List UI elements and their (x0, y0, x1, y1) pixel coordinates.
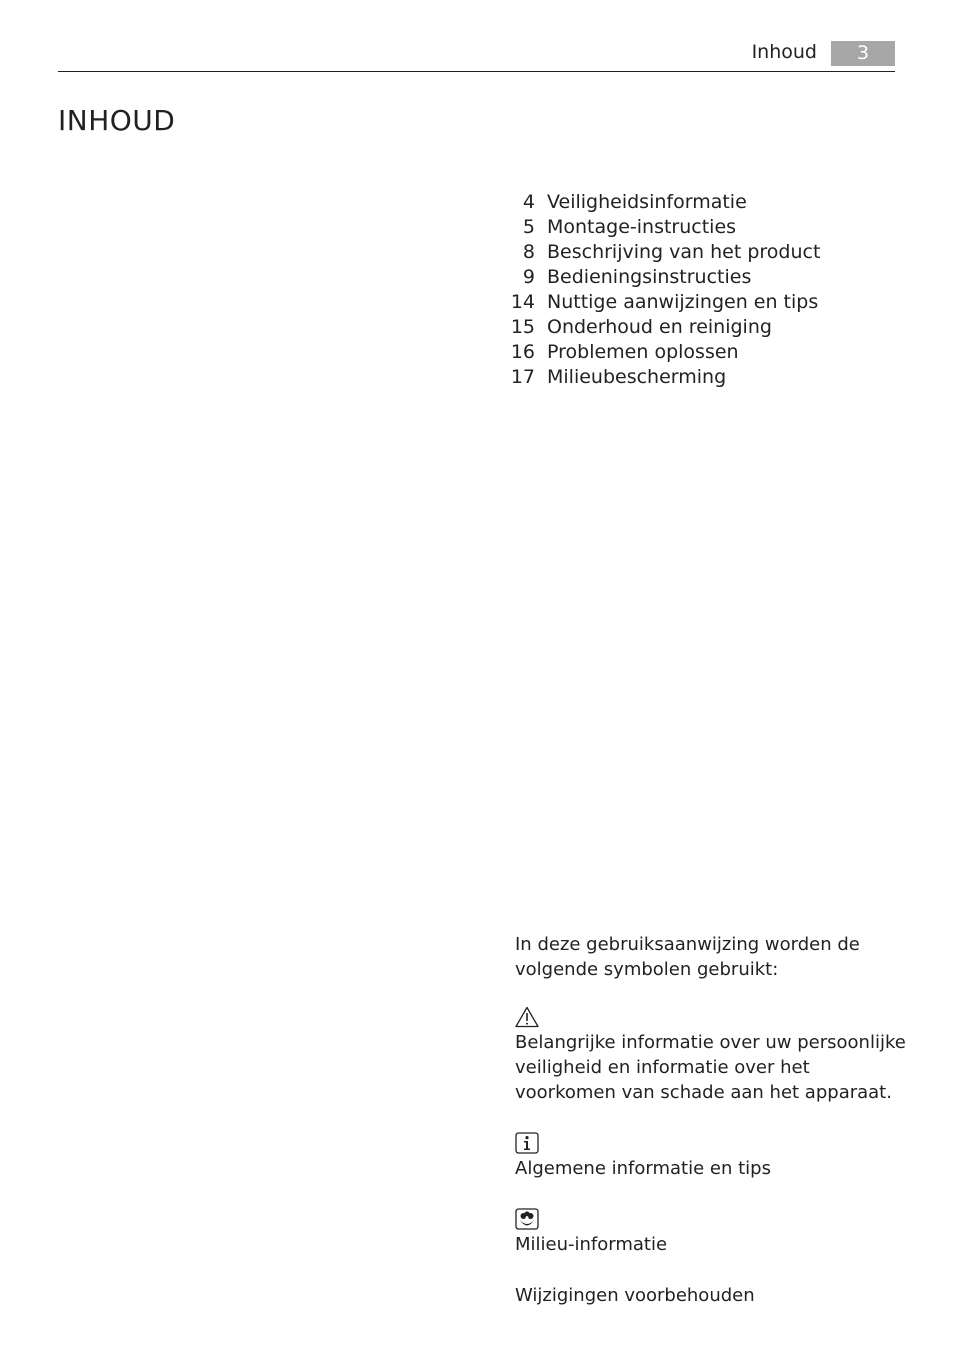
toc-title: Onderhoud en reiniging (547, 316, 772, 338)
toc-page-number: 16 (510, 341, 535, 363)
toc-item[interactable] (505, 365, 925, 390)
toc-title: Beschrijving van het product (547, 241, 821, 263)
toc-page-number: 15 (510, 316, 535, 338)
info-description: Algemene informatie en tips (515, 1158, 771, 1179)
toc-page-number: 9 (522, 266, 535, 288)
toc-page-number: 17 (510, 366, 535, 388)
page-number-badge: 3 (831, 41, 895, 66)
symbols-intro: In deze gebruiksaanwijzing worden de volgende symbolen gebruikt: (515, 934, 860, 980)
toc-title: Veiligheidsinformatie (547, 191, 747, 213)
symbols-legend (515, 932, 915, 1306)
toc-item[interactable] (505, 340, 925, 365)
info-symbol-block (515, 1132, 915, 1181)
toc-title: Bedieningsinstructies (547, 266, 752, 288)
header-section-label: Inhoud (751, 41, 817, 63)
toc-item[interactable] (505, 240, 925, 265)
toc-title: Nuttige aanwijzingen en tips (547, 291, 819, 313)
toc-title: Milieubescherming (547, 366, 727, 388)
warning-description: Belangrijke informatie over uw persoonlijke veiligheid en informatie over het voorkomen van schade aan het apparaat. (515, 1032, 906, 1103)
toc-title: Montage-instructies (547, 216, 737, 238)
toc-item[interactable] (505, 315, 925, 340)
toc-item[interactable] (505, 215, 925, 240)
page-header (0, 0, 954, 72)
toc-title: Problemen oplossen (547, 341, 739, 363)
toc-item[interactable] (505, 190, 925, 215)
toc-item[interactable] (505, 265, 925, 290)
toc-page-number: 14 (510, 291, 535, 313)
toc-page-number: 5 (522, 216, 535, 238)
page-title: INHOUD (58, 104, 176, 137)
toc-page-number: 8 (522, 241, 535, 263)
info-icon (515, 1132, 539, 1154)
warning-triangle-icon (515, 1006, 539, 1028)
header-divider (58, 71, 895, 72)
toc-item[interactable] (505, 290, 925, 315)
environment-flower-icon (515, 1208, 539, 1230)
environment-symbol-block (515, 1208, 915, 1257)
warning-symbol-block (515, 1006, 915, 1105)
changes-reserved-note: Wijzigingen voorbehouden (515, 1285, 755, 1306)
table-of-contents (505, 190, 925, 390)
toc-page-number: 4 (522, 191, 535, 213)
environment-description: Milieu-informatie (515, 1234, 668, 1255)
